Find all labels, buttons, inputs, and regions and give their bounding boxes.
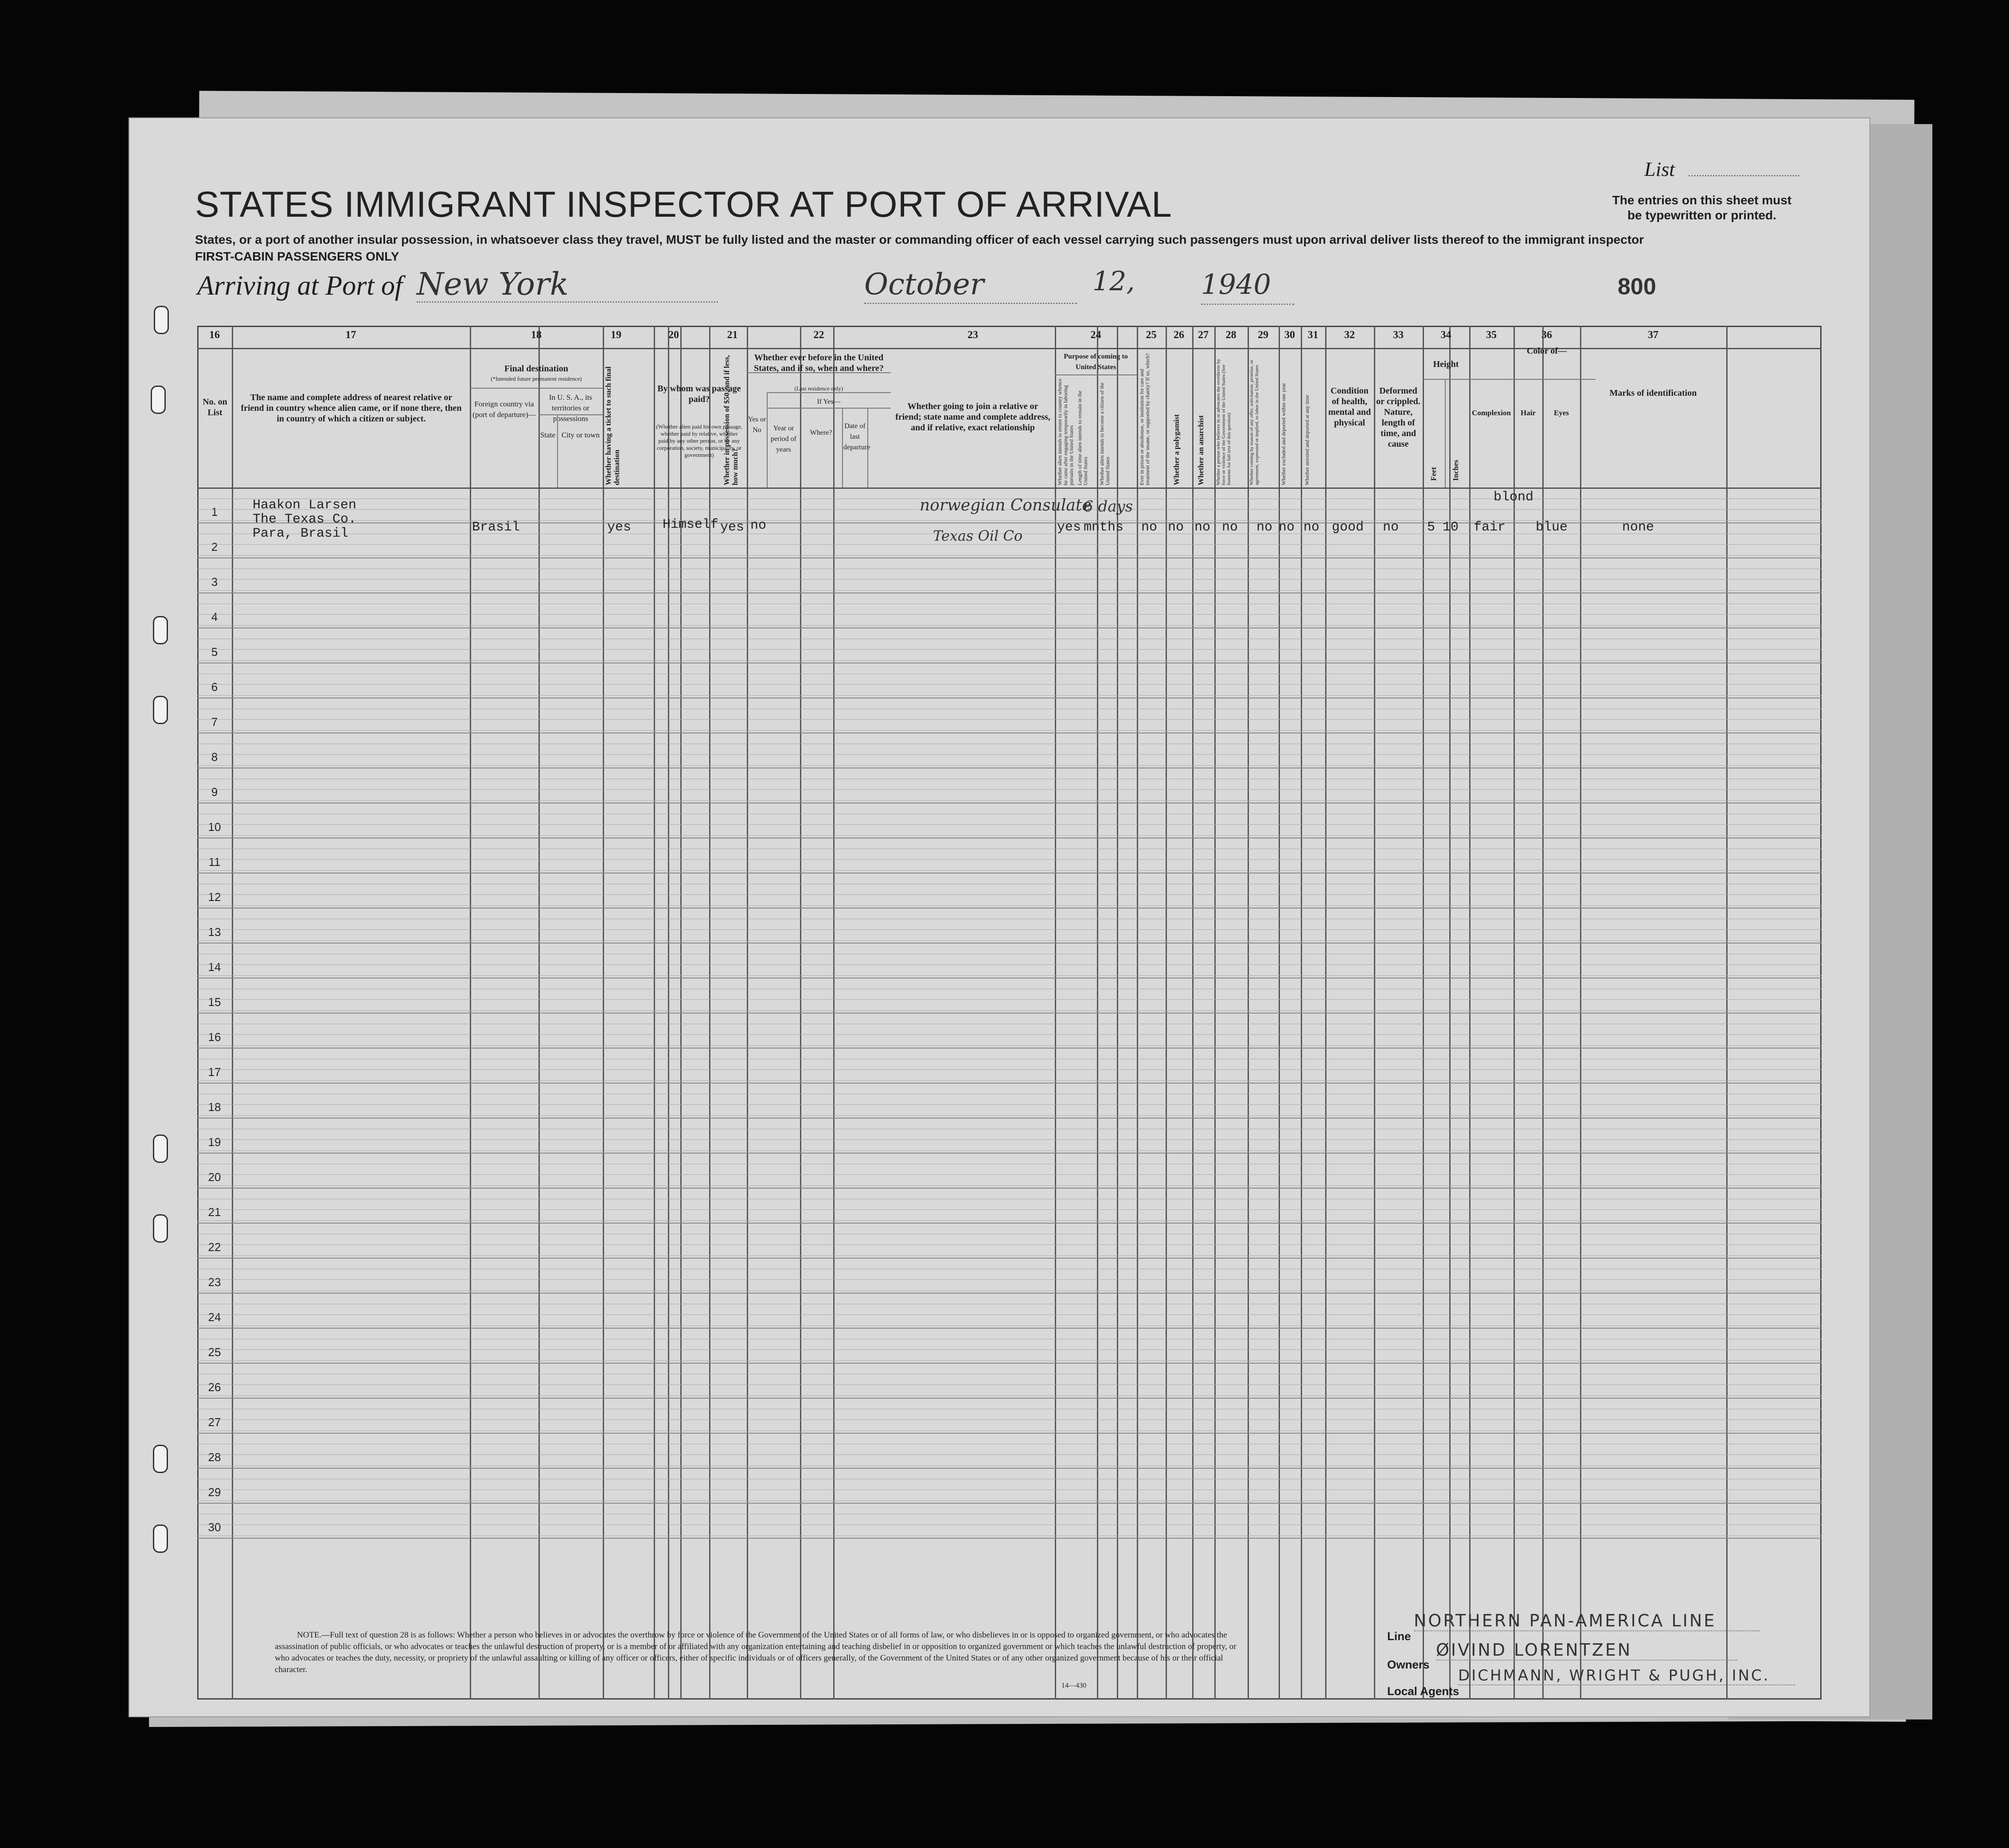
header-usa: In U. S. A., its territories or possessions — [549, 393, 593, 423]
column-number: 34 — [1440, 329, 1451, 341]
row-number: 8 — [211, 750, 218, 764]
arriving-label: Arriving at Port of — [197, 271, 403, 301]
header-yes-no: Yes or No — [748, 416, 766, 434]
row-number: 26 — [208, 1380, 221, 1394]
header-inches: Inches — [1451, 460, 1460, 481]
anarchist-value: no — [1194, 520, 1211, 535]
feet-value: 5 — [1427, 520, 1436, 535]
header-join-relative: Whether going to join a relative or friend; state name and complete address, and if relative, exact relationship — [895, 402, 1050, 433]
row-number: 1 — [211, 505, 218, 519]
header-purpose-citizen: Whether alien intends to become a citizen of the United States — [1099, 382, 1111, 485]
header-prison: Ever in prison or almshouse, or institution for care and treatment of the insane, or supported by charity? If so, which? — [1139, 353, 1151, 485]
header-passage-note: (Whether alien paid his own passage, whether paid by relative, whether paid by any other person, or by any corporation, society, municipality, or government) — [656, 423, 742, 458]
header-eyes: Eyes — [1554, 409, 1569, 417]
column-number: 32 — [1344, 329, 1355, 341]
hair-value: blond — [1494, 490, 1534, 505]
punch-hole — [151, 386, 166, 414]
health-value: good — [1332, 520, 1364, 535]
deformed-value: no — [1383, 520, 1399, 535]
agents-value: DICHMANN, WRIGHT & PUGH, INC. — [1458, 1667, 1795, 1685]
join-relative-value: norwegian Consulate — [920, 496, 1092, 515]
row-number: 2 — [211, 540, 218, 554]
column-number: 21 — [727, 329, 738, 341]
row-number: 29 — [208, 1485, 221, 1499]
header-city: City or town — [562, 431, 600, 439]
date-year-field: 1940 — [1201, 268, 1294, 305]
header-nearest-relative: The name and complete address of nearest relative or friend in country whence alien came, or if none there, then in country of which a citizen or subject. — [241, 393, 462, 424]
line-label: Line — [1387, 1630, 1411, 1643]
row-number: 14 — [208, 960, 221, 974]
row-number: 25 — [208, 1345, 221, 1359]
before-in-us-value: no — [750, 518, 767, 533]
column-number: 22 — [813, 329, 824, 341]
header-if-yes: If Yes— — [817, 398, 841, 405]
return-intent-value: yes — [1057, 520, 1081, 535]
header-marks: Marks of identification — [1609, 388, 1697, 398]
row-number: 11 — [208, 855, 221, 869]
list-number-field — [1689, 175, 1799, 176]
date-day-field: 12, — [1092, 266, 1135, 297]
manifest-sheet — [129, 117, 1870, 1717]
header-anarchist: Whether an anarchist — [1197, 415, 1205, 485]
offer-labor-value: no — [1256, 520, 1273, 535]
header-final-destination: Final destination — [504, 364, 568, 374]
row-number: 10 — [208, 820, 221, 834]
header-ticket: Whether having a ticket to such final destination — [604, 366, 621, 485]
header-foreign-country: Foreign country via (port of departure)— — [472, 400, 536, 419]
passage-paid-value: Himself — [663, 517, 719, 532]
column-number: 26 — [1174, 329, 1184, 341]
column-number: 27 — [1198, 329, 1209, 341]
join-relative-value: Texas Oil Co — [933, 527, 1023, 544]
stamp-number: 800 — [1618, 274, 1656, 300]
row-number: 23 — [208, 1275, 221, 1289]
eyes-value: blue — [1536, 520, 1568, 535]
list-label: List — [1644, 158, 1675, 180]
row-number: 19 — [208, 1135, 221, 1149]
column-number: 16 — [209, 329, 220, 341]
header-color: Color of— — [1526, 346, 1567, 356]
punch-hole — [153, 1524, 168, 1553]
prison-value: no — [1141, 520, 1158, 535]
row-number: 20 — [208, 1170, 221, 1184]
header-purpose-length: Length of time alien intends to remain in the United States — [1077, 390, 1088, 485]
header-no-on-list: No. on List — [203, 397, 227, 417]
marks-value: none — [1622, 520, 1654, 535]
subtitle: States, or a port of another insular possession, in whatsoever class they travel, MUST be fully listed and the master or commanding officer of each vessel carrying such passengers must upon arrival deliver lists thereof to the immigrant inspector — [195, 233, 1644, 246]
page-title: STATES IMMIGRANT INSPECTOR AT PORT OF ARRIVAL — [195, 184, 1172, 225]
column-number: 19 — [611, 329, 621, 341]
header-where: Where? — [810, 429, 832, 437]
polygamist-value: no — [1168, 520, 1184, 535]
complexion-value: fair — [1474, 520, 1506, 535]
column-number: 20 — [668, 329, 679, 341]
header-final-destination-note: (*Intended future permanent residence) — [491, 375, 582, 382]
punch-hole — [153, 696, 168, 724]
column-number: 24 — [1090, 329, 1101, 341]
instruction-text: The entries on this sheet must be typewritten or printed. — [1612, 193, 1792, 222]
header-purpose-return: Whether alien intends to return to country whence he came after engaging temporarily in laboring pursuits in the United States — [1057, 378, 1074, 485]
header-overthrow: Whether a person who believes in or advocates the overthrow by force or violence of the Government of the United States (See footnote for full text of this question) — [1216, 359, 1232, 485]
column-number: 33 — [1393, 329, 1404, 341]
header-before-in-us: Whether ever before in the United States, and if so, when and where? — [754, 353, 884, 373]
row-number: 9 — [211, 785, 218, 799]
header-last-departure: Date of last departure — [843, 422, 870, 451]
header-polygamist: Whether a polygamist — [1172, 414, 1181, 485]
date-month-field: October — [864, 267, 1077, 304]
column-number: 18 — [531, 329, 542, 341]
row-number: 27 — [208, 1415, 221, 1429]
row-number: 28 — [208, 1450, 221, 1464]
row-number: 12 — [208, 890, 221, 904]
row-number: 21 — [208, 1205, 221, 1219]
address-line: Para, Brasil — [253, 526, 349, 541]
punch-hole — [153, 1445, 168, 1473]
column-number: 31 — [1307, 329, 1319, 341]
header-purpose: Purpose of coming to United States — [1064, 353, 1128, 371]
address-line: Haakon Larsen — [253, 498, 357, 513]
excluded-value: no — [1279, 520, 1295, 535]
passenger-class: FIRST-CABIN PASSENGERS ONLY — [195, 250, 399, 263]
line-value: NORTHERN PAN-AMERICA LINE — [1414, 1611, 1759, 1631]
header-fifty-dollars: Whether in possession of $50, and if less, how much? — [722, 355, 739, 485]
header-feet: Feet — [1429, 467, 1438, 481]
fifty-dollars-value: yes — [720, 520, 745, 535]
header-deformed: Deformed or crippled. Nature, length of time, and cause — [1376, 386, 1420, 449]
header-passage-paid: By whom was passage paid? — [657, 384, 741, 404]
header-complexion: Complexion — [1472, 409, 1511, 417]
row-number: 6 — [211, 680, 218, 694]
port-field: New York — [417, 266, 718, 303]
row-number: 5 — [211, 645, 218, 659]
agents-label: Local Agents — [1387, 1684, 1459, 1698]
punch-hole — [154, 306, 169, 334]
row-number: 4 — [211, 610, 218, 624]
manifest-table — [197, 326, 1822, 1700]
header-period: Year or period of years — [770, 425, 797, 453]
address-line: The Texas Co. — [253, 512, 357, 527]
form-code: 14—430 — [1061, 1682, 1086, 1689]
punch-hole — [153, 1214, 168, 1243]
punch-hole — [153, 1135, 168, 1163]
column-number: 23 — [967, 329, 978, 341]
footnote: NOTE.—Full text of question 28 is as follows: Whether a person who believes in or advocates the overthrow by force or violence of the Government of the United States or of all forms of law, or who disbelieves in or is opposed to organized government, or who advocates the assassination of public officials, or who advocates or teaches the unlawful destruction of property, or is a member of or affiliated with any organization entertaining and teaching disbelief in or opposition to organized government or which teaches the unlawful destruction of property, or who advocates or teaches the duty, necessity, or propriety of the unlawful assaulting or killing of any officer or officers, either of specific individuals or of officers generally, of the Government of the United States or of any other organized government because of his or their official character. — [275, 1630, 1237, 1674]
header-hair: Hair — [1521, 409, 1536, 417]
row-number: 3 — [211, 575, 218, 589]
header-arrested: Whether arrested and deported at any time — [1304, 395, 1310, 485]
row-number: 7 — [211, 715, 218, 729]
row-number: 30 — [208, 1521, 221, 1534]
header-health: Condition of health, mental and physical — [1328, 386, 1371, 428]
row-number: 17 — [208, 1065, 221, 1079]
owners-value: ØIVIND LORENTZEN — [1436, 1640, 1737, 1661]
overthrow-value: no — [1222, 520, 1238, 535]
column-number: 28 — [1225, 329, 1237, 341]
row-number: 16 — [208, 1030, 221, 1044]
column-number: 25 — [1146, 329, 1157, 341]
row-number: 24 — [208, 1310, 221, 1324]
column-number: 29 — [1258, 329, 1268, 341]
arrested-value: no — [1303, 520, 1320, 535]
column-number: 35 — [1486, 329, 1497, 341]
inches-value: 10 — [1443, 520, 1459, 535]
length-stay-note: 6 days — [1084, 498, 1133, 515]
header-height: Height — [1433, 359, 1459, 369]
column-number: 36 — [1541, 329, 1552, 341]
header-before-note: (Last residence only) — [794, 385, 843, 392]
ticket-value: yes — [607, 520, 632, 535]
header-state: State — [540, 431, 555, 439]
owners-label: Owners — [1387, 1658, 1430, 1671]
row-number: 13 — [208, 925, 221, 939]
header-excluded: Whether excluded and deported within one year — [1280, 383, 1287, 485]
punch-hole — [153, 616, 168, 644]
row-number: 15 — [208, 995, 221, 1009]
column-number: 37 — [1648, 329, 1658, 341]
header-offer-labor: Whether coming by reason of any offer, solicitation, promise, or agreement, expressed or implied, to labor in the United States — [1249, 360, 1260, 485]
column-number: 30 — [1284, 329, 1295, 341]
foreign-country-value: Brasil — [472, 520, 520, 535]
row-number: 18 — [208, 1100, 221, 1114]
length-stay-value: mnths — [1084, 520, 1124, 535]
row-number: 22 — [208, 1240, 221, 1254]
column-number: 17 — [345, 329, 356, 341]
